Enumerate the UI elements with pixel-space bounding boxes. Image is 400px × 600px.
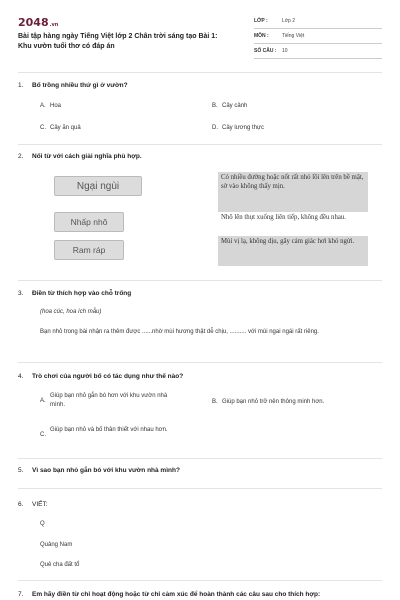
q3-body[interactable]: Bạn nhỏ trong bài nhận ra thêm được ......nhờ mùi hương thật dễ chịu, .......... với mùi ngai ngái rất riêng. bbox=[40, 329, 319, 335]
question-text: Nối từ với cách giải nghĩa phù hợp. bbox=[32, 153, 142, 160]
question-3: 3. Điền từ thích hợp vào chỗ trống bbox=[18, 290, 132, 297]
q4-option-b[interactable]: B. Giúp bạn nhỏ trở nên thông minh hơn. bbox=[212, 399, 325, 405]
divider bbox=[18, 72, 382, 73]
q1-option-b[interactable]: B. Cây cảnh bbox=[212, 103, 248, 109]
q4-options bbox=[40, 392, 370, 454]
document-title: Bài tập hàng ngày Tiếng Việt lớp 2 Chân trời sáng tạo Bài 1: Khu vườn tuổi thơ có đáp án bbox=[18, 33, 218, 50]
q3-hint: (hoa cúc, hoa ích mẫu) bbox=[40, 309, 102, 315]
q6-line-2: Quảng Nam bbox=[40, 542, 73, 548]
match-left-1[interactable]: Ngại ngùi bbox=[54, 176, 142, 196]
q1-option-a[interactable]: A. Hoa bbox=[40, 103, 62, 109]
meta-row-count: SỐ CÂU : 10 bbox=[254, 44, 382, 59]
question-text: Vì sao bạn nhỏ gắn bó với khu vườn nhà mình? bbox=[32, 467, 180, 474]
question-5: 5. Vì sao bạn nhỏ gắn bó với khu vườn nhà mình? bbox=[18, 467, 180, 474]
match-left-2[interactable]: Nhấp nhô bbox=[54, 212, 124, 232]
question-7: 7. Em hãy điền từ chỉ hoạt động hoặc từ chỉ cảm xúc để hoàn thành các câu sau cho thích hợp: bbox=[18, 591, 321, 598]
match-right-2[interactable]: Nhô lên thụt xuống liên tiếp, không đều nhau. bbox=[221, 214, 346, 221]
divider bbox=[18, 280, 382, 281]
question-text: VIẾT: bbox=[32, 501, 48, 508]
q1-option-d[interactable]: D. Cây lương thực bbox=[212, 125, 264, 131]
q1-option-c[interactable]: C. Cây ăn quả bbox=[40, 125, 81, 131]
question-text: Bố trồng nhiều thứ gì ở vườn? bbox=[32, 82, 128, 89]
question-2: 2. Nối từ với cách giải nghĩa phù hợp. bbox=[18, 153, 142, 160]
divider bbox=[18, 362, 382, 363]
site-logo[interactable]: 2048.vn bbox=[18, 16, 59, 29]
question-text: Trò chơi của người bố có tác dụng như thế nào? bbox=[32, 373, 184, 380]
match-right-3[interactable]: Mùi vị lạ, không dịu, gây cảm giác hơi khó ngửi. bbox=[218, 236, 368, 266]
q1-options bbox=[40, 103, 370, 143]
question-6: 6. VIẾT: bbox=[18, 501, 48, 508]
match-left-3[interactable]: Ram ráp bbox=[54, 240, 124, 260]
question-text: Em hãy điền từ chỉ hoạt động hoặc từ chỉ cảm xúc để hoàn thành các câu sau cho thích hợp: bbox=[32, 591, 321, 598]
match-right-1[interactable]: Có nhiều đường hoặc nốt rất nhỏ lồi lên trên bề mặt, sờ vào không thấy mịn. bbox=[218, 172, 368, 212]
q6-line-1: Q bbox=[40, 521, 45, 527]
meta-row-subject: MÔN : Tiếng Việt bbox=[254, 29, 382, 44]
worksheet-header bbox=[18, 14, 382, 62]
divider bbox=[18, 144, 382, 145]
question-4: 4. Trò chơi của người bố có tác dụng như thế nào? bbox=[18, 373, 184, 380]
divider bbox=[18, 458, 382, 459]
meta-table bbox=[254, 14, 382, 59]
q4-option-c[interactable]: C. Giúp bạn nhỏ và bố thân thiết với nhau hơn. bbox=[40, 427, 168, 438]
divider bbox=[18, 488, 382, 489]
question-text: Điền từ thích hợp vào chỗ trống bbox=[32, 290, 132, 297]
q6-line-3: Quê cha đất tổ bbox=[40, 562, 80, 568]
q4-option-a[interactable]: A. Giúp bạn nhỏ gắn bó hơn với khu vườn nhà mình. bbox=[40, 393, 168, 408]
meta-row-class: LỚP : Lớp 2 bbox=[254, 14, 382, 29]
divider bbox=[18, 580, 382, 581]
question-1: 1. Bố trồng nhiều thứ gì ở vườn? bbox=[18, 82, 128, 89]
